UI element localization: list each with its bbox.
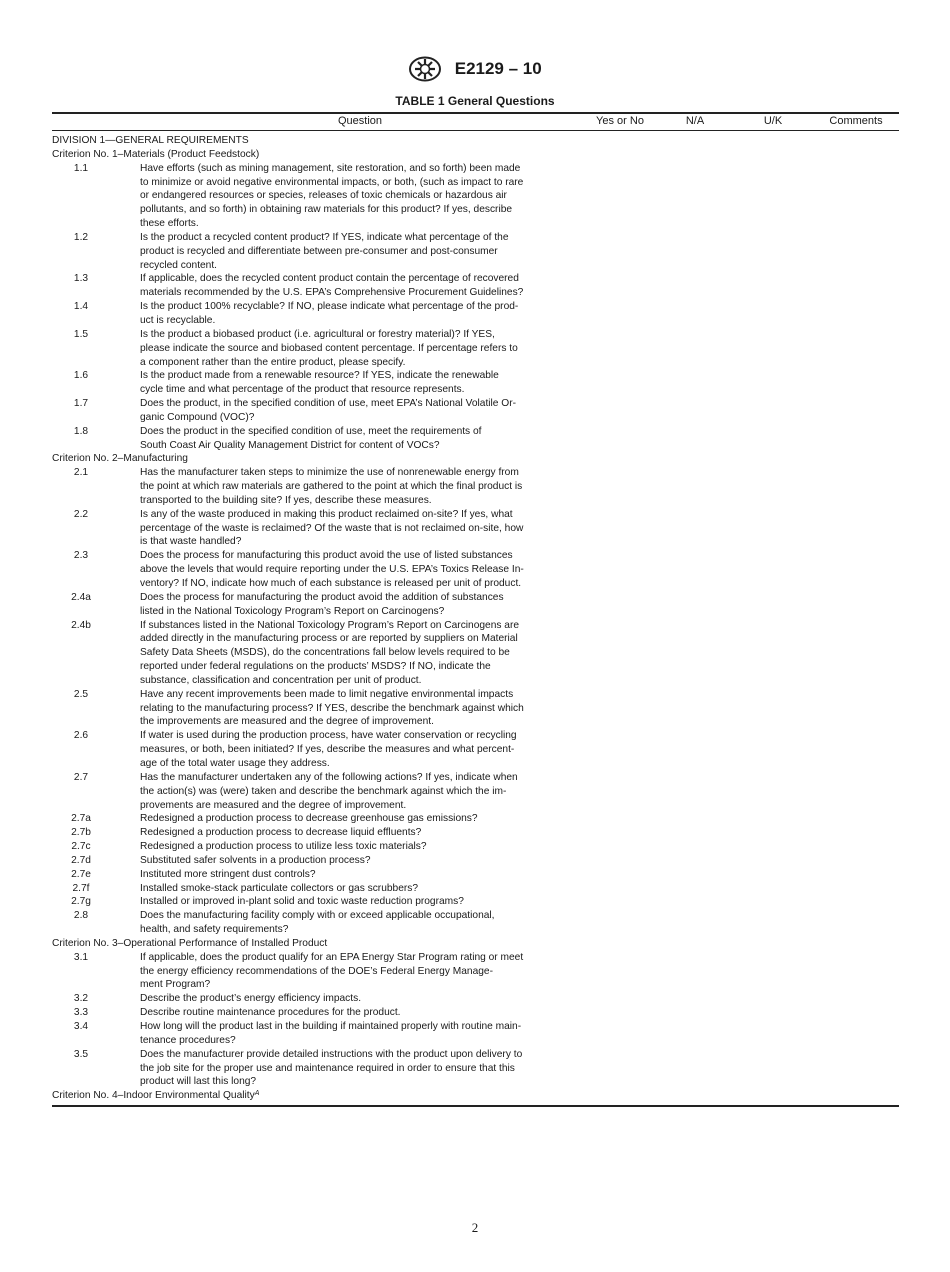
question-text-line: South Coast Air Quality Management District for content of VOCs? — [140, 439, 440, 451]
table-row — [52, 992, 612, 1006]
question-number: 1.1 — [73, 162, 89, 174]
table-bottom-rule — [52, 1105, 899, 1107]
table-row — [52, 854, 612, 868]
question-number: 2.7g — [71, 896, 91, 908]
column-header-uk: U/K — [763, 115, 783, 127]
question-number: 2.6 — [73, 730, 89, 742]
question-text — [140, 300, 580, 328]
question-text — [140, 688, 580, 730]
column-header-na: N/A — [685, 115, 705, 127]
question-number: 1.8 — [73, 425, 89, 437]
question-number: 2.7 — [73, 771, 89, 783]
question-text-line: pollutants, and so forth) in obtaining raw materials for this product? If yes, describe — [140, 204, 513, 216]
table-row — [52, 397, 612, 425]
question-text-line: recycled content. — [140, 259, 218, 271]
question-text-line: Is the product made from a renewable resource? If YES, indicate the renewable — [140, 370, 499, 382]
question-text-line: Describe routine maintenance procedures for the product. — [140, 1007, 401, 1019]
table-row — [52, 1020, 612, 1048]
table-row — [52, 1006, 612, 1020]
document-id: E2129 – 10 — [454, 59, 542, 78]
question-text-line: above the levels that would require reporting under the U.S. EPA’s Toxics Release In- — [140, 564, 524, 576]
column-header-comments: Comments — [829, 115, 883, 127]
question-text-line: Does the process for manufacturing the product avoid the addition of substances — [140, 591, 504, 603]
question-text-line: Substituted safer solvents in a production process? — [140, 854, 371, 866]
question-text-line: provements are measured and the degree of improvement. — [140, 799, 407, 811]
table-row — [52, 328, 612, 370]
criterion-heading: Criterion No. 1–Materials (Product Feedstock) — [52, 148, 260, 160]
question-text-line: the job site for the proper use and maintenance required in order to ensure that this — [140, 1062, 515, 1074]
question-text-line: health, and safety requirements? — [140, 924, 289, 936]
question-text-line: If applicable, does the recycled content product contain the percentage of recovered — [140, 273, 519, 285]
question-number: 3.3 — [73, 1007, 89, 1019]
question-text-line: the point at which raw materials are gathered to the point at which the final product is — [140, 481, 523, 493]
question-text-line: If substances listed in the National Toxicology Program’s Report on Carcinogens are — [140, 619, 520, 631]
question-text — [140, 231, 580, 273]
question-text-line: Redesigned a production process to decrease greenhouse gas emissions? — [140, 813, 478, 825]
question-number: 1.7 — [73, 398, 89, 410]
question-text-line: a component rather than the entire product, please specify. — [140, 356, 406, 368]
question-text — [140, 812, 580, 826]
table-row — [52, 951, 612, 993]
question-text-line: Does the manufacturing facility comply with or exceed applicable occupational, — [140, 910, 495, 922]
question-text-line: percentage of the waste is reclaimed? Of the waste that is not reclaimed on-site, how — [140, 522, 524, 534]
question-text-line: measures, or both, been initiated? If yes, describe the measures and what percent- — [140, 744, 515, 756]
table-row — [52, 771, 612, 813]
question-text-line: materials recommended by the U.S. EPA’s Comprehensive Procurement Guidelines? — [140, 287, 524, 299]
table-row — [52, 909, 612, 937]
table-row — [52, 508, 612, 550]
question-text-line: Instituted more stringent dust controls? — [140, 868, 316, 880]
question-text-line: uct is recyclable. — [140, 314, 216, 326]
question-text — [140, 840, 580, 854]
question-text — [140, 425, 580, 453]
division-heading: DIVISION 1—GENERAL REQUIREMENTS — [52, 135, 249, 146]
criterion-2-rows — [52, 466, 612, 937]
table-body — [52, 134, 612, 1103]
question-text — [140, 729, 580, 771]
question-text-line: age of the total water usage they address. — [140, 757, 330, 769]
table-row — [52, 882, 612, 896]
question-text — [140, 549, 580, 591]
question-text-line: Does the process for manufacturing this product avoid the use of listed substances — [140, 550, 513, 562]
table-row — [52, 729, 612, 771]
question-number: 1.5 — [73, 328, 89, 340]
question-text — [140, 272, 580, 300]
criterion-heading-text: Criterion No. 4–Indoor Environmental Quality — [52, 1090, 255, 1102]
criterion-3-rows — [52, 951, 612, 1089]
question-text-line: ganic Compound (VOC)? — [140, 411, 255, 423]
question-text-line: transported to the building site? If yes, describe these measures. — [140, 494, 432, 506]
question-text — [140, 591, 580, 619]
question-text-line: product will last this long? — [140, 1076, 257, 1088]
question-text-line: Does the manufacturer provide detailed instructions with the product upon delivery to — [140, 1048, 523, 1060]
question-text-line: If applicable, does the product qualify for an EPA Energy Star Program rating or meet — [140, 951, 524, 963]
question-text-line: If water is used during the production process, have water conservation or recycling — [140, 730, 517, 742]
table-row — [52, 840, 612, 854]
question-number: 2.2 — [73, 508, 89, 520]
astm-logo-icon — [408, 56, 442, 82]
question-number: 1.3 — [73, 273, 89, 285]
question-text-line: Does the product, in the specified condition of use, meet EPA’s National Volatile Or- — [140, 398, 517, 410]
question-number: 2.4a — [71, 591, 91, 603]
question-text — [140, 992, 580, 1006]
question-number: 2.3 — [73, 550, 89, 562]
question-text — [140, 397, 580, 425]
question-text-line: Installed smoke-stack particulate collectors or gas scrubbers? — [140, 882, 419, 894]
question-text-line: added directly in the manufacturing process or are reported by suppliers on Material — [140, 633, 518, 645]
question-number: 3.4 — [73, 1021, 89, 1032]
criterion-heading — [52, 1089, 612, 1103]
table-row — [52, 272, 612, 300]
question-text-line: Installed or improved in-plant solid and toxic waste reduction programs? — [140, 896, 464, 908]
question-number: 2.7f — [72, 882, 90, 894]
question-text-line: relating to the manufacturing process? If YES, describe the benchmark against which — [140, 702, 524, 714]
question-text-line: Has the manufacturer taken steps to minimize the use of nonrenewable energy from — [140, 467, 519, 479]
question-text — [140, 826, 580, 840]
table-row — [52, 231, 612, 273]
footnote-marker: A — [254, 1090, 260, 1098]
question-text — [140, 1006, 580, 1020]
question-number: 3.2 — [73, 993, 89, 1005]
question-text — [140, 895, 580, 909]
question-text-line: Is the product a recycled content product? If YES, indicate what percentage of the — [140, 231, 509, 243]
table-row — [52, 591, 612, 619]
document-header — [0, 56, 950, 82]
question-text-line: the action(s) was (were) taken and describe the benchmark against which the im- — [140, 785, 507, 797]
question-text-line: is that waste handled? — [140, 536, 242, 548]
question-text — [140, 508, 580, 550]
question-text — [140, 771, 580, 813]
question-text-line: Is any of the waste produced in making this product reclaimed on-site? If yes, what — [140, 508, 513, 520]
column-header-yes-or-no: Yes or No — [596, 115, 644, 127]
question-text-line: ventory? If NO, indicate how much of each substance is released per unit of product. — [140, 578, 522, 589]
question-text — [140, 854, 580, 868]
question-number: 1.6 — [73, 370, 89, 382]
criterion-heading: Criterion No. 3–Operational Performance of Installed Product — [52, 937, 328, 949]
question-text — [140, 619, 580, 688]
question-number: 3.5 — [73, 1048, 89, 1060]
question-text — [140, 909, 580, 937]
table-row — [52, 300, 612, 328]
table-row — [52, 369, 612, 397]
table-row — [52, 619, 612, 688]
table-row — [52, 868, 612, 882]
question-text-line: Is the product 100% recyclable? If NO, please indicate what percentage of the prod- — [140, 301, 519, 313]
question-text-line: Have any recent improvements been made to limit negative environmental impacts — [140, 688, 514, 700]
question-text-line: reported under federal regulations on the products’ MSDS? If NO, indicate the — [140, 661, 491, 673]
question-text — [140, 1020, 580, 1048]
question-text-line: tenance procedures? — [140, 1034, 236, 1046]
table-row — [52, 688, 612, 730]
table-row — [52, 826, 612, 840]
table-row — [52, 466, 612, 508]
question-text — [140, 328, 580, 370]
question-text-line: Have efforts (such as mining management, site restoration, and so forth) been made — [140, 162, 521, 174]
table-row — [52, 425, 612, 453]
question-number: 2.7a — [71, 813, 91, 825]
question-text-line: Redesigned a production process to decrease liquid effluents? — [140, 827, 422, 839]
question-number: 2.7e — [71, 868, 91, 880]
question-number: 1.2 — [73, 231, 89, 243]
question-number: 2.7c — [71, 841, 91, 853]
table-row — [52, 895, 612, 909]
question-number: 1.4 — [73, 301, 89, 313]
question-text-line: product is recycled and differentiate between pre-consumer and post-consumer — [140, 245, 498, 257]
question-text-line: How long will the product last in the building if maintained properly with routine main- — [140, 1021, 522, 1032]
question-number: 2.4b — [71, 619, 91, 631]
question-text-line: Has the manufacturer undertaken any of the following actions? If yes, indicate when — [140, 771, 518, 783]
question-text-line: listed in the National Toxicology Program’s Report on Carcinogens? — [140, 605, 445, 617]
question-text — [140, 466, 580, 508]
question-number: 3.1 — [73, 951, 89, 963]
question-text — [140, 369, 580, 397]
criterion-1-rows — [52, 162, 612, 453]
question-number: 2.8 — [73, 910, 89, 922]
question-number: 2.5 — [73, 688, 89, 700]
table-row — [52, 1048, 612, 1090]
question-text-line: Does the product in the specified condition of use, meet the requirements of — [140, 425, 482, 437]
criterion-heading: Criterion No. 2–Manufacturing — [52, 453, 188, 465]
column-header-question: Question — [337, 115, 383, 127]
table-row — [52, 812, 612, 826]
question-number: 2.7b — [71, 827, 91, 839]
question-text-line: please indicate the source and biobased content percentage. If percentage refers to — [140, 342, 518, 354]
question-number: 2.7d — [71, 854, 91, 866]
page-number: 2 — [471, 1220, 479, 1235]
table-title: TABLE 1 General Questions — [395, 94, 555, 108]
question-number: 2.1 — [73, 467, 89, 479]
question-text — [140, 868, 580, 882]
question-text-line: substance, classification and concentration per unit of product. — [140, 674, 422, 686]
question-text-line: ment Program? — [140, 979, 211, 991]
question-text-line: Describe the product’s energy efficiency impacts. — [140, 993, 362, 1005]
question-text-line: to minimize or avoid negative environmental impacts, or both, (such as impact to rare — [140, 176, 524, 188]
question-text-line: cycle time and what percentage of the product that resource represents. — [140, 384, 465, 396]
question-text-line: Is the product a biobased product (i.e. agricultural or forestry material)? If YES, — [140, 328, 495, 340]
question-text-line: these efforts. — [140, 218, 199, 230]
table-header-rule — [52, 130, 899, 131]
question-text — [140, 162, 580, 231]
table-row — [52, 162, 612, 231]
table-row — [52, 549, 612, 591]
question-text-line: or endangered resources or species, releases of toxic chemicals or hazardous air — [140, 190, 507, 202]
question-text — [140, 882, 580, 896]
question-text-line: the improvements are measured and the degree of improvement. — [140, 716, 434, 728]
table-top-rule — [52, 112, 899, 114]
question-text-line: the energy efficiency recommendations of the DOE’s Federal Energy Manage- — [140, 965, 493, 977]
question-text — [140, 1048, 580, 1090]
question-text-line: Redesigned a production process to utilize less toxic materials? — [140, 841, 427, 853]
question-text — [140, 951, 580, 993]
question-text-line: Safety Data Sheets (MSDS), do the concentrations fall below levels required to be — [140, 647, 510, 659]
